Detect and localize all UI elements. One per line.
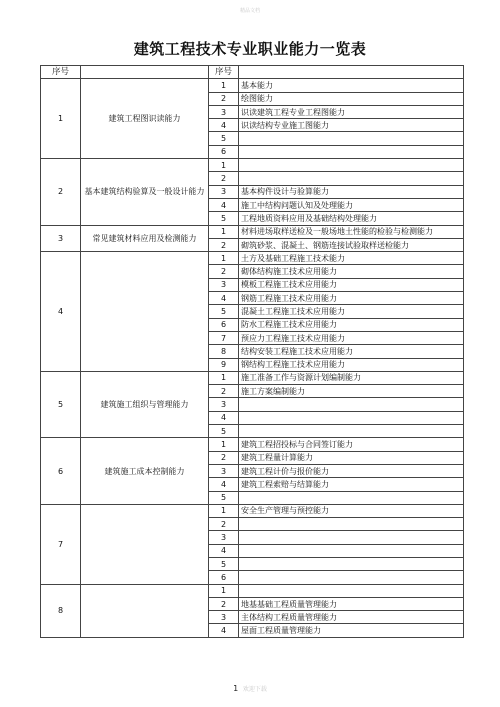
ability-text	[239, 584, 464, 597]
ability-text	[239, 544, 464, 557]
ability-text: 工程地质资料应用及基础结构处理能力	[239, 212, 464, 225]
item-number: 5	[209, 132, 239, 145]
ability-text: 预应力工程施工技术应用能力	[239, 331, 464, 344]
group-name: 基本建筑结构验算及一般设计能力	[81, 159, 209, 225]
item-number: 6	[209, 571, 239, 584]
ability-text: 地基基础工程质量管理能力	[239, 597, 464, 610]
group-name: 建筑工程图识读能力	[81, 79, 209, 159]
item-number: 1	[209, 79, 239, 92]
item-number: 3	[209, 611, 239, 624]
top-watermark: 精品文档	[239, 8, 260, 14]
table-row	[41, 584, 464, 597]
ability-text: 钢筋工程施工技术应用能力	[239, 292, 464, 305]
header-sub-seq: 序号	[209, 66, 239, 79]
table-row	[41, 252, 464, 265]
ability-text: 施工方案编制能力	[239, 385, 464, 398]
item-number: 1	[209, 584, 239, 597]
table-row	[41, 371, 464, 384]
group-number: 2	[41, 159, 81, 225]
item-number: 5	[209, 212, 239, 225]
ability-text	[239, 425, 464, 438]
ability-text	[239, 518, 464, 531]
table-row	[41, 79, 464, 92]
footer-watermark: 欢迎下载	[242, 686, 267, 693]
item-number: 6	[209, 145, 239, 158]
ability-text: 施工中结构问题认知及处理能力	[239, 198, 464, 211]
item-number: 2	[209, 172, 239, 185]
item-number: 5	[209, 425, 239, 438]
item-number: 1	[209, 252, 239, 265]
group-number: 1	[41, 79, 81, 159]
ability-text	[239, 571, 464, 584]
item-number: 5	[209, 491, 239, 504]
ability-text	[239, 557, 464, 570]
page-number: 1	[233, 684, 239, 693]
group-number: 3	[41, 225, 81, 252]
group-number: 6	[41, 438, 81, 504]
ability-text	[239, 491, 464, 504]
item-number: 2	[209, 597, 239, 610]
page-footer	[0, 684, 500, 693]
ability-text: 砌筑砂浆、混凝土、钢筋连接试验取样送检能力	[239, 238, 464, 251]
item-number: 3	[209, 105, 239, 118]
table-row	[41, 225, 464, 238]
item-number: 5	[209, 557, 239, 570]
ability-text	[239, 172, 464, 185]
item-number: 4	[209, 198, 239, 211]
ability-text: 结构安装工程施工技术应用能力	[239, 345, 464, 358]
item-number: 5	[209, 305, 239, 318]
item-number: 3	[209, 278, 239, 291]
ability-text	[239, 145, 464, 158]
ability-text: 防水工程施工技术应用能力	[239, 318, 464, 331]
item-number: 9	[209, 358, 239, 371]
ability-text: 土方及基础工程施工技术能力	[239, 252, 464, 265]
item-number: 8	[209, 345, 239, 358]
item-number: 2	[209, 385, 239, 398]
group-name	[81, 252, 209, 372]
table-row	[41, 159, 464, 172]
ability-text: 主体结构工程质量管理能力	[239, 611, 464, 624]
item-number: 4	[209, 624, 239, 637]
ability-text: 安全生产管理与预控能力	[239, 504, 464, 517]
item-number: 3	[209, 185, 239, 198]
group-name: 建筑施工组织与管理能力	[81, 371, 209, 437]
item-number: 2	[209, 92, 239, 105]
page-title: 建筑工程技术专业职业能力一览表	[133, 40, 367, 58]
ability-text: 绘图能力	[239, 92, 464, 105]
ability-text: 混凝土工程施工技术应用能力	[239, 305, 464, 318]
group-name	[81, 584, 209, 637]
item-number: 1	[209, 438, 239, 451]
table-header-row	[41, 66, 464, 79]
item-number: 4	[209, 292, 239, 305]
item-number: 6	[209, 318, 239, 331]
group-name	[81, 504, 209, 584]
table-body	[41, 79, 464, 637]
ability-text: 屋面工程质量管理能力	[239, 624, 464, 637]
item-number: 4	[209, 119, 239, 132]
item-number: 7	[209, 331, 239, 344]
item-number: 1	[209, 225, 239, 238]
item-number: 2	[209, 265, 239, 278]
ability-text	[239, 398, 464, 411]
ability-table	[40, 65, 464, 638]
group-name: 建筑施工成本控制能力	[81, 438, 209, 504]
ability-text: 模板工程施工技术应用能力	[239, 278, 464, 291]
item-number: 4	[209, 478, 239, 491]
group-number: 7	[41, 504, 81, 584]
ability-text: 识读建筑工程专业工程图能力	[239, 105, 464, 118]
item-number: 4	[209, 544, 239, 557]
header-blank	[81, 66, 209, 79]
ability-text: 材料进场取样送检及一般场地土性能的检验与检测能力	[239, 225, 464, 238]
item-number: 4	[209, 411, 239, 424]
item-number: 2	[209, 518, 239, 531]
ability-text	[239, 132, 464, 145]
group-number: 8	[41, 584, 81, 637]
item-number: 1	[209, 504, 239, 517]
item-number: 2	[209, 238, 239, 251]
group-number: 4	[41, 252, 81, 372]
header-ability-blank	[239, 66, 464, 79]
table-row	[41, 504, 464, 517]
header-seq: 序号	[41, 66, 81, 79]
ability-text: 识读结构专业施工图能力	[239, 119, 464, 132]
item-number: 3	[209, 531, 239, 544]
ability-text: 砌体结构施工技术应用能力	[239, 265, 464, 278]
group-number: 5	[41, 371, 81, 437]
ability-text: 施工准备工作与资源计划编制能力	[239, 371, 464, 384]
ability-text	[239, 411, 464, 424]
ability-text: 建筑工程招投标与合同签订能力	[239, 438, 464, 451]
ability-text: 钢结构工程施工技术应用能力	[239, 358, 464, 371]
item-number: 1	[209, 159, 239, 172]
table-row	[41, 438, 464, 451]
ability-text: 建筑工程索赔与结算能力	[239, 478, 464, 491]
item-number: 2	[209, 451, 239, 464]
ability-text	[239, 159, 464, 172]
ability-text: 基本构件设计与验算能力	[239, 185, 464, 198]
ability-text: 基本能力	[239, 79, 464, 92]
ability-text	[239, 531, 464, 544]
item-number: 1	[209, 371, 239, 384]
item-number: 3	[209, 464, 239, 477]
ability-text: 建筑工程计价与报价能力	[239, 464, 464, 477]
group-name: 常见建筑材料应用及检测能力	[81, 225, 209, 252]
ability-text: 建筑工程量计算能力	[239, 451, 464, 464]
item-number: 3	[209, 398, 239, 411]
